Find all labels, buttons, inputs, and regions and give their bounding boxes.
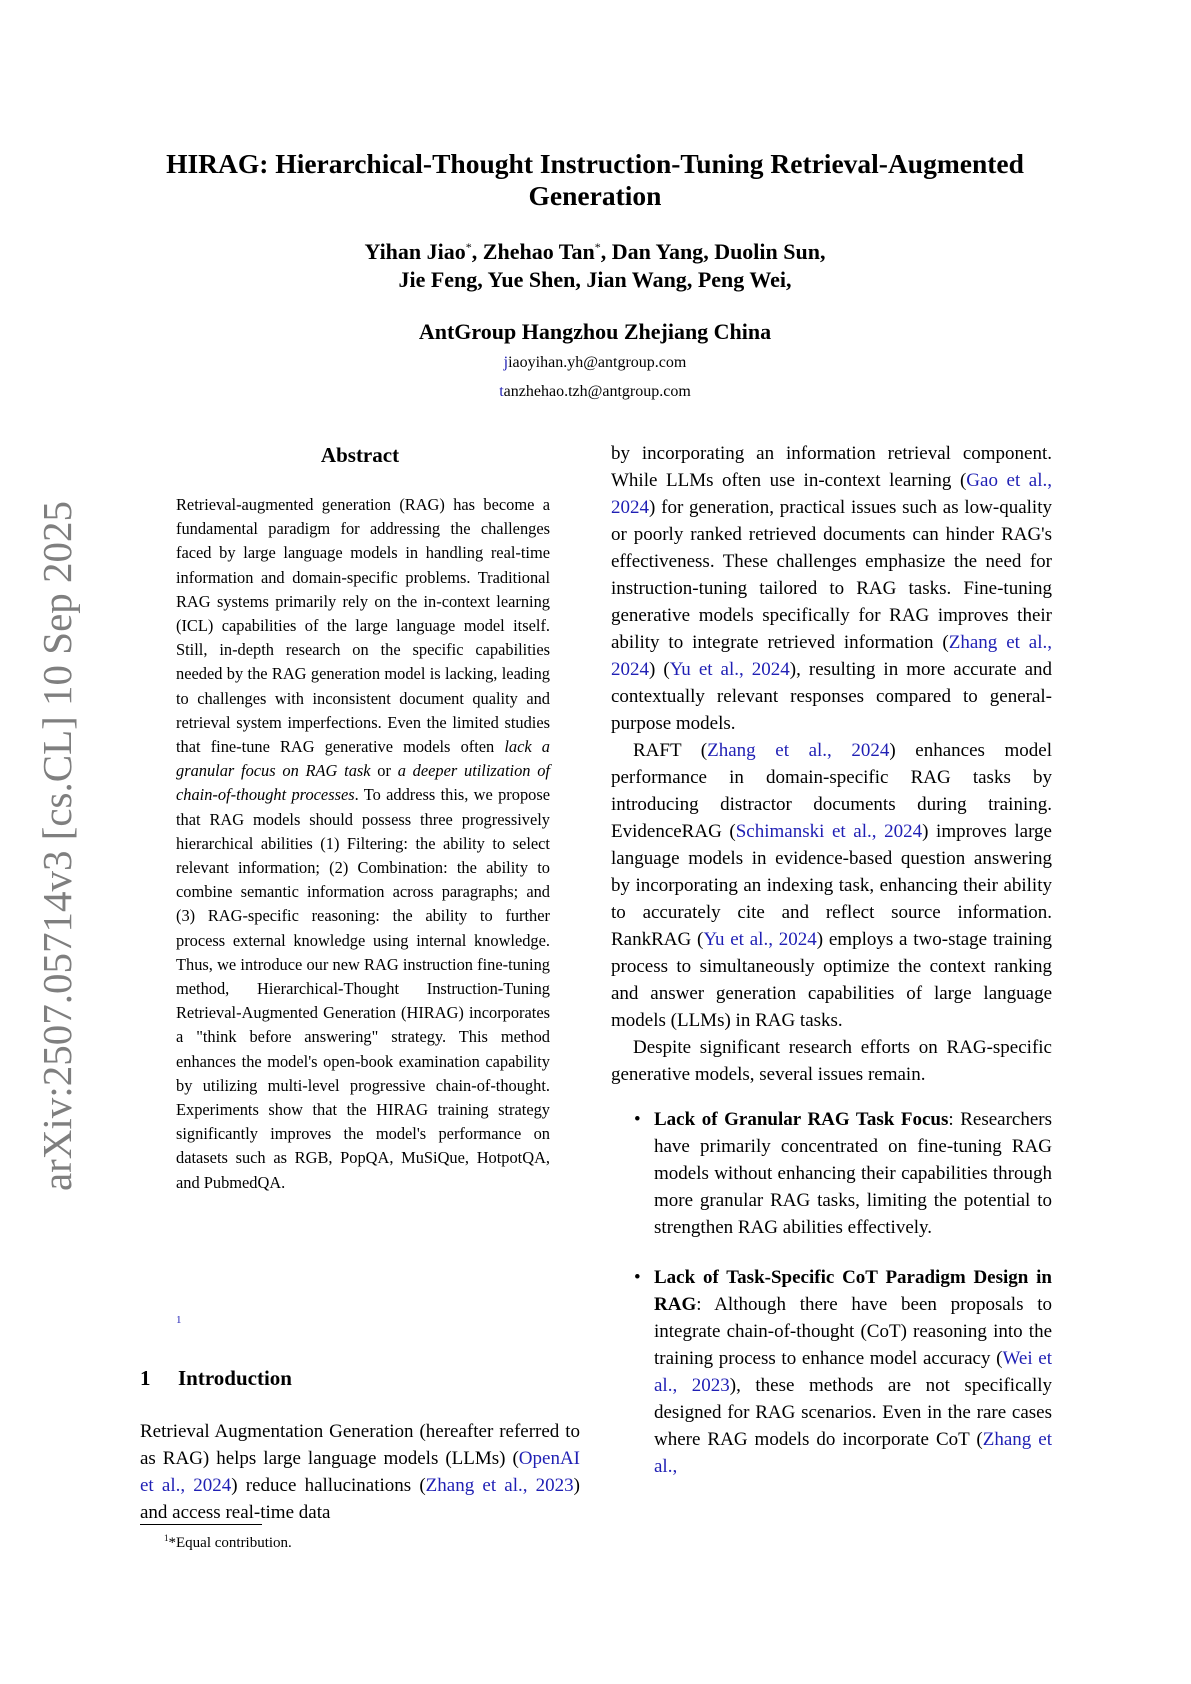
citation-link[interactable]: Zhang et al., <box>654 1429 1052 1477</box>
right-column <box>611 440 1052 1503</box>
list-item <box>611 1264 1052 1480</box>
item-text: ), these methods are not specifically designed for RAG scenarios. Even in the rare cases where RAG models do incorporate CoT ( <box>654 1375 1053 1450</box>
author-line-2: Jie Feng, Yue Shen, Jian Wang, Peng Wei, <box>398 267 792 292</box>
author-name: Jian Wang <box>586 267 687 292</box>
introduction-paragraph <box>140 1418 580 1526</box>
author-name: Peng Wei <box>697 267 787 292</box>
abstract-heading: Abstract <box>320 443 400 467</box>
author-name: Zhehao Tan <box>482 239 595 264</box>
citation-link[interactable]: Wei et al., 2023 <box>654 1348 1052 1396</box>
abstract-text <box>176 493 550 1195</box>
author-name: Duolin Sun <box>714 239 820 264</box>
author-name: Jie Feng <box>398 267 478 292</box>
abstract-emphasis: a deeper utilization of chain-of-thought processes <box>176 761 550 805</box>
paragraph: Despite significant research efforts on RAG-specific generative models, several issues remain. <box>611 1037 1052 1085</box>
title-line-1: HIRAG: Hierarchical-Thought Instruction-Tuning Retrieval-Augmented <box>166 148 1024 179</box>
paper-title <box>120 148 1070 212</box>
text-run: ) and access real-time data <box>140 1475 580 1523</box>
list-item <box>611 1106 1052 1241</box>
paragraph <box>611 440 1052 737</box>
title-line-2: Generation <box>528 180 662 211</box>
text-run: ) improves large language models in evidence-based question answering by incorporating an indexing task, enhancing their ability to accurately cite and reflect source information. RankRAG ( <box>611 821 1052 950</box>
email-link-letter[interactable]: t <box>499 383 504 400</box>
footnote <box>164 1528 292 1553</box>
equal-contribution-mark: * <box>594 240 601 254</box>
bullet-icon: • <box>634 1109 641 1130</box>
citation-link[interactable]: Yu et al., 2024 <box>669 659 790 680</box>
text-run: Retrieval Augmentation Generation (hereafter referred to as RAG) helps large language models (LLMs) ( <box>140 1421 580 1469</box>
text-run: ) enhances model performance in domain-specific RAG tasks by introducing distractor documents during training. EvidenceRAG ( <box>611 740 1052 842</box>
email-address[interactable] <box>120 382 1070 402</box>
item-title: Lack of Granular RAG Task Focus <box>654 1109 949 1130</box>
author-name: Yue Shen <box>487 267 576 292</box>
citation-link[interactable]: Gao et al., 2024 <box>611 470 1053 518</box>
bullet-icon: • <box>634 1267 641 1288</box>
email-rest: anzhehao.tzh@antgroup.com <box>503 383 691 400</box>
issues-list <box>611 1106 1052 1480</box>
section-heading-introduction <box>140 1365 580 1391</box>
citation-link[interactable]: OpenAI et al., 2024 <box>140 1448 580 1496</box>
author-name: Dan Yang <box>611 239 704 264</box>
footnote-number: 1 <box>164 1533 169 1543</box>
equal-contribution-mark: * <box>465 240 472 254</box>
abstract-part: or <box>370 761 398 781</box>
item-title: Lack of Task-Specific CoT Paradigm Design in RAG <box>654 1267 1052 1315</box>
footnote-text: *Equal contribution. <box>168 1535 292 1551</box>
text-run: ) ( <box>649 659 670 680</box>
text-run: ), resulting in more accurate and contextually relevant responses compared to general-purpose models. <box>611 659 1053 734</box>
text-run: RAFT ( <box>633 740 708 761</box>
abstract-part: Retrieval-augmented generation (RAG) has become a fundamental paradigm for addressing the challenges faced by large language models in handling real-time information and domain-specific problems. Traditional RAG systems primarily rely on the in-context learning (ICL) capabilities of the large language model itself. Still, in-depth research on the specific capabilities needed by the RAG generation model is lacking, leading to challenges with inconsistent document quality and retrieval system imperfections. Even the limited studies that fine-tune RAG generative models often <box>176 495 550 757</box>
citation-link[interactable]: Schimanski et al., 2024 <box>735 821 923 842</box>
author-name: Yihan Jiao <box>364 239 466 264</box>
abstract-emphasis: lack a granular focus on RAG task <box>176 737 550 781</box>
arxiv-identifier-stamp: arXiv:2507.05714v3 [cs.CL] 10 Sep 2025 <box>34 500 80 1192</box>
footnote-divider <box>140 1524 262 1525</box>
citation-link[interactable]: Zhang et al., 2024 <box>611 632 1052 680</box>
email-address[interactable] <box>120 353 1070 373</box>
abstract-part: . To address this, we propose that RAG models should possess three progressively hierarchical abilities (1) Filtering: the ability to select relevant information; (2) Combination: the ability to combine semantic information across paragraphs; and (3) RAG-specific reasoning: the ability to further process external knowledge using internal knowledge. Thus, we introduce our new RAG instruction fine-tuning method, Hierarchical-Thought Instruction-Tuning Retrieval-Augmented Generation (HIRAG) incorporates a "think before answering" strategy. This method enhances the model's open-book examination capability by utilizing multi-level progressive chain-of-thought. Experiments show that the HIRAG training strategy significantly improves the model's performance on datasets such as RGB, PopQA, MuSiQue, HotpotQA, and PubmedQA. <box>176 785 550 1192</box>
text-run: ) for generation, practical issues such as low-quality or poorly ranked retrieved documents can hinder RAG's effectiveness. These challenges emphasize the need for instruction-tuning tailored to RAG tasks. Fine-tuning generative models specifically for RAG improves their ability to integrate retrieved information ( <box>611 497 1052 653</box>
citation-link[interactable]: Zhang et al., 2024 <box>707 740 890 761</box>
paragraph <box>611 737 1052 1034</box>
author-line-1: Yihan Jiao*, Zhehao Tan*, Dan Yang, Duolin Sun, <box>364 239 826 264</box>
footnote-marker-link[interactable]: 1 <box>176 1314 182 1326</box>
email-link-letter[interactable]: j <box>503 354 509 371</box>
email-rest: iaoyihan.yh@antgroup.com <box>508 354 687 371</box>
text-run: by incorporating an information retrieval component. While LLMs often use in-context learning ( <box>611 443 1052 491</box>
item-text: : Researchers have primarily concentrated on fine-tuning RAG models without enhancing their capabilities through more granular RAG tasks, limiting the potential to strengthen RAG abilities effectively. <box>654 1109 1053 1238</box>
text-run: ) employs a two-stage training process to simultaneously optimize the context ranking and answer generation capabilities of large language models (LLMs) in RAG tasks. <box>611 929 1052 1031</box>
section-title: Introduction <box>178 1366 292 1390</box>
citation-link[interactable]: Yu et al., 2024 <box>703 929 817 950</box>
citation-link[interactable]: Zhang et al., 2023 <box>425 1475 574 1496</box>
section-number: 1 <box>140 1366 151 1390</box>
text-run: ) reduce hallucinations ( <box>231 1475 426 1496</box>
item-text: : Although there have been proposals to integrate chain-of-thought (CoT) reasoning into the training process to enhance model accuracy ( <box>654 1294 1052 1369</box>
affiliation: AntGroup Hangzhou Zhejiang China <box>418 319 772 344</box>
author-list <box>120 233 1070 294</box>
